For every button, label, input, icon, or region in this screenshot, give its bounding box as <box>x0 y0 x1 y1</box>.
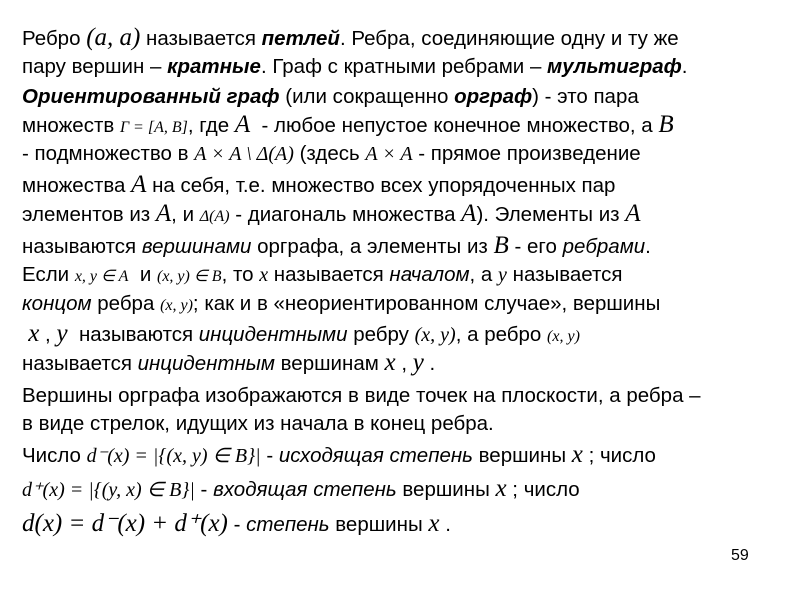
text-run: Число <box>22 444 87 467</box>
text-run: - <box>260 444 279 467</box>
text-run: вершины <box>396 478 496 501</box>
emphasized-term: концом <box>22 292 92 315</box>
formula: x <box>259 264 269 286</box>
text-run: ; число <box>506 478 580 501</box>
text-line <box>22 26 679 51</box>
text-line <box>22 85 639 109</box>
formula: A × A \ Δ(A) <box>194 143 294 165</box>
text-line <box>22 292 660 318</box>
formula: A <box>461 200 477 227</box>
formula: d(x) = d⁻(x) + d⁺(x) <box>22 510 228 537</box>
text-run: - <box>194 478 214 501</box>
text-run: вершины <box>329 513 429 536</box>
text-run: ; как и в «неориентированном случае», вершины <box>192 292 661 315</box>
text-run: элементов из <box>22 203 156 226</box>
text-run: . Граф с кратными ребрами – <box>260 55 548 78</box>
text-line <box>22 477 580 502</box>
emphasized-term: началом <box>389 263 470 286</box>
text-run: называется <box>268 263 390 286</box>
formula: (x, y) <box>414 324 456 346</box>
text-run: называется <box>22 352 138 375</box>
text-run: ребру <box>347 323 415 346</box>
text-run: , где <box>187 114 235 137</box>
formula: d⁻(x) = |{(x, y) ∈ B}| <box>86 445 261 467</box>
text-run: . <box>681 55 688 78</box>
text-run: пару вершин – <box>22 55 168 78</box>
text-line <box>22 443 656 468</box>
text-run: ; число <box>582 444 656 467</box>
formula: A × A <box>365 143 413 165</box>
text-line <box>22 113 674 140</box>
formula: A <box>234 111 251 138</box>
text-run: орграфа, а элементы из <box>251 235 494 258</box>
text-line <box>22 263 623 289</box>
emphasized-term: инцидентными <box>198 323 348 346</box>
page-number: 59 <box>731 547 749 564</box>
text-run: вершины <box>472 444 572 467</box>
text-run: (здесь <box>293 142 366 165</box>
text-run: называется <box>140 27 262 50</box>
text-run: . Ребра, соединяющие одну и ту же <box>339 27 679 50</box>
formula: (a, a) <box>86 24 141 51</box>
emphasized-term: вершинами <box>141 235 252 258</box>
text-run: - подмножество в <box>22 142 195 165</box>
emphasized-term: кратные <box>167 55 261 78</box>
text-run: вершинам <box>274 352 385 375</box>
text-run: называются <box>22 235 142 258</box>
text-run: . <box>423 352 436 375</box>
formula: x <box>384 349 396 376</box>
text-line <box>22 55 687 79</box>
text-run: ребра <box>91 292 161 315</box>
formula: B <box>493 232 509 259</box>
formula: Γ = [A, B] <box>119 119 188 136</box>
text-line <box>22 234 651 259</box>
formula: y <box>56 320 68 347</box>
text-run: и <box>128 263 157 286</box>
formula: x, y ∈ A <box>74 268 129 285</box>
text-line <box>22 512 451 537</box>
formula: A <box>131 171 147 198</box>
formula: (x, y) ∈ B <box>156 268 222 285</box>
emphasized-term: орграф <box>454 85 533 108</box>
formula: x <box>428 510 440 537</box>
text-run: называется <box>506 263 623 286</box>
text-run: (или сокращенно <box>279 85 455 108</box>
text-run: - <box>227 513 247 536</box>
text-line <box>22 142 641 166</box>
formula: d⁺(x) = |{(y, x) ∈ B}| <box>22 479 195 501</box>
text-run: ). Элементы из <box>476 203 626 226</box>
text-run: . <box>439 513 451 536</box>
emphasized-term: ребрами <box>562 235 646 258</box>
text-run: , а ребро <box>455 323 548 346</box>
text-line <box>22 202 641 229</box>
text-run: , а <box>469 263 499 286</box>
formula: A <box>155 200 172 227</box>
formula: y <box>412 349 424 376</box>
formula: B <box>658 111 674 138</box>
emphasized-term: степень <box>246 513 330 536</box>
emphasized-term: петлей <box>261 27 340 50</box>
text-line <box>22 173 615 198</box>
emphasized-term: Ориентированный граф <box>22 85 280 108</box>
text-run: на себя, т.е. множество всех упорядоченных пар <box>146 174 616 197</box>
text-line <box>22 384 701 408</box>
text-run: , и <box>171 203 200 226</box>
text-run: Вершины орграфа изображаются в виде точек на плоскости, а ребра – <box>22 384 701 407</box>
text-run: - диагональ множества <box>229 203 462 226</box>
text-run: множеств <box>22 114 120 137</box>
text-run: - его <box>508 235 563 258</box>
text-run: в виде стрелок, идущих из начала в конец ребра. <box>22 412 494 435</box>
emphasized-term: инцидентным <box>137 352 275 375</box>
text-run: множества <box>22 174 132 197</box>
formula: (x, y) <box>547 328 580 345</box>
emphasized-term: входящая степень <box>213 478 397 501</box>
formula: A <box>625 200 641 227</box>
text-run: . <box>645 235 651 258</box>
formula: x <box>571 441 583 468</box>
text-line <box>22 322 580 349</box>
text-line <box>22 412 494 436</box>
text-run: , <box>395 352 413 375</box>
text-run: называются <box>67 323 199 346</box>
formula: (x, y) <box>160 297 193 314</box>
formula: Δ(A) <box>199 208 230 225</box>
emphasized-term: мультиграф <box>547 55 682 78</box>
formula: y <box>498 264 507 286</box>
text-run: , <box>39 323 57 346</box>
text-run: , то <box>221 263 260 286</box>
text-run: Если <box>22 263 75 286</box>
formula: x <box>495 475 507 502</box>
text-run: - прямое произведение <box>412 142 641 165</box>
text-run: Ребро <box>22 27 87 50</box>
text-line <box>22 351 435 376</box>
formula: x <box>22 320 40 347</box>
text-run: - любое непустое конечное множество, а <box>250 114 659 137</box>
text-run: ) - это пара <box>532 85 639 108</box>
emphasized-term: исходящая степень <box>278 444 473 467</box>
